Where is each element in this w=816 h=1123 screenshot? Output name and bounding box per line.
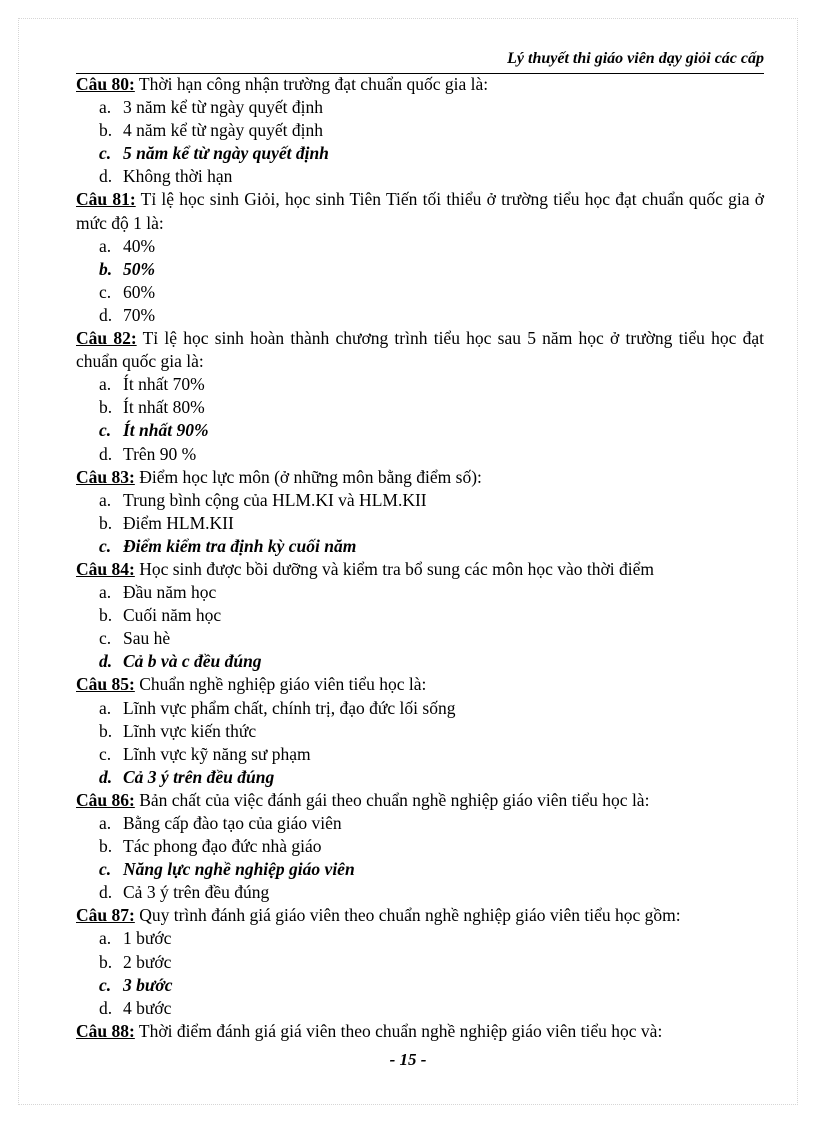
answer-option-correct bbox=[76, 766, 764, 789]
question-list bbox=[76, 73, 764, 1043]
option-letter: a. bbox=[99, 235, 112, 256]
option-letter: c. bbox=[99, 859, 112, 880]
question-label: Câu 81: bbox=[76, 189, 136, 210]
answer-option bbox=[76, 304, 764, 327]
question-block bbox=[76, 327, 764, 466]
answer-option bbox=[76, 489, 764, 512]
option-letter: d. bbox=[99, 443, 113, 464]
question-stem bbox=[76, 904, 764, 927]
answer-option bbox=[76, 627, 764, 650]
option-text: Điểm HLM.KII bbox=[123, 512, 234, 533]
question-text: Điểm học lực môn (ở những môn bằng điểm số): bbox=[139, 466, 482, 487]
option-text: 3 năm kể từ ngày quyết định bbox=[123, 97, 324, 118]
answer-option bbox=[76, 835, 764, 858]
option-text: Lĩnh vực phẩm chất, chính trị, đạo đức lối sống bbox=[123, 697, 456, 718]
question-block bbox=[76, 73, 764, 188]
question-label: Câu 80: bbox=[76, 74, 135, 94]
option-text: Năng lực nghề nghiệp giáo viên bbox=[123, 859, 355, 880]
option-text: Không thời hạn bbox=[123, 166, 233, 187]
option-letter: a. bbox=[99, 489, 112, 510]
option-letter: b. bbox=[99, 258, 113, 279]
question-text: Thời hạn công nhận trường đạt chuẩn quốc gia là: bbox=[138, 74, 489, 94]
answer-option bbox=[76, 281, 764, 304]
question-stem bbox=[76, 188, 764, 234]
answer-option bbox=[76, 235, 764, 258]
option-text: Điểm kiểm tra định kỳ cuối năm bbox=[123, 535, 357, 556]
answer-options bbox=[76, 373, 764, 465]
answer-option bbox=[76, 119, 764, 142]
option-letter: c. bbox=[99, 420, 112, 441]
option-text: 5 năm kể từ ngày quyết định bbox=[123, 143, 329, 164]
question-block bbox=[76, 188, 764, 327]
question-label: Câu 85: bbox=[76, 674, 135, 695]
question-block bbox=[76, 904, 764, 1019]
question-stem bbox=[76, 73, 764, 96]
answer-option bbox=[76, 512, 764, 535]
option-letter: a. bbox=[99, 582, 112, 603]
question-label: Câu 88: bbox=[76, 1020, 135, 1041]
option-text: Ít nhất 90% bbox=[123, 420, 209, 441]
option-letter: b. bbox=[99, 397, 113, 418]
answer-option bbox=[76, 373, 764, 396]
answer-options bbox=[76, 697, 764, 789]
answer-option bbox=[76, 396, 764, 419]
option-text: Cả b và c đều đúng bbox=[123, 651, 262, 672]
question-text: Tỉ lệ học sinh hoàn thành chương trình tiểu học sau 5 năm học ở trường tiểu học đạt chuẩn quốc gia là: bbox=[76, 328, 764, 372]
option-letter: c. bbox=[99, 743, 112, 764]
option-text: Ít nhất 70% bbox=[123, 374, 205, 395]
option-text: 4 năm kể từ ngày quyết định bbox=[123, 120, 324, 141]
answer-option bbox=[76, 443, 764, 466]
option-text: Trung bình cộng của HLM.KI và HLM.KII bbox=[123, 489, 427, 510]
option-letter: a. bbox=[99, 813, 112, 833]
answer-option-correct bbox=[76, 535, 764, 558]
answer-options bbox=[76, 235, 764, 327]
option-letter: c. bbox=[99, 628, 112, 649]
answer-option-correct bbox=[76, 858, 764, 881]
option-text: Cả 3 ý trên đều đúng bbox=[123, 882, 270, 903]
option-letter: d. bbox=[99, 651, 113, 672]
option-text: Cả 3 ý trên đều đúng bbox=[123, 766, 275, 787]
answer-option-correct bbox=[76, 650, 764, 673]
question-block bbox=[76, 673, 764, 788]
question-label: Câu 86: bbox=[76, 789, 135, 810]
question-text: Chuẩn nghề nghiệp giáo viên tiểu học là: bbox=[139, 674, 427, 695]
option-letter: a. bbox=[99, 928, 112, 949]
answer-options bbox=[76, 489, 764, 558]
option-text: 4 bước bbox=[123, 997, 172, 1018]
answer-option bbox=[76, 881, 764, 904]
option-letter: c. bbox=[99, 974, 112, 995]
answer-option bbox=[76, 812, 764, 835]
question-label: Câu 82: bbox=[76, 328, 137, 349]
option-text: Trên 90 % bbox=[123, 443, 197, 464]
option-text: 3 bước bbox=[123, 974, 173, 995]
answer-option bbox=[76, 997, 764, 1020]
answer-option bbox=[76, 951, 764, 974]
option-text: Bằng cấp đào tạo của giáo viên bbox=[123, 813, 342, 833]
question-text: Bản chất của việc đánh gái theo chuẩn nghề nghiệp giáo viên tiểu học là: bbox=[139, 789, 650, 810]
page-number: - 15 - bbox=[389, 1050, 427, 1069]
question-stem bbox=[76, 1020, 764, 1043]
option-letter: a. bbox=[99, 374, 112, 395]
option-text: 2 bước bbox=[123, 951, 172, 972]
answer-option-correct bbox=[76, 419, 764, 442]
option-text: Lĩnh vực kỹ năng sư phạm bbox=[123, 743, 311, 764]
answer-option bbox=[76, 743, 764, 766]
question-stem bbox=[76, 789, 764, 812]
answer-option-correct bbox=[76, 142, 764, 165]
question-stem bbox=[76, 466, 764, 489]
option-letter: d. bbox=[99, 304, 113, 325]
option-text: 40% bbox=[123, 235, 156, 256]
option-text: Tác phong đạo đức nhà giáo bbox=[123, 836, 322, 857]
option-letter: b. bbox=[99, 120, 113, 141]
answer-option bbox=[76, 165, 764, 188]
answer-options bbox=[76, 581, 764, 673]
option-letter: a. bbox=[99, 97, 112, 118]
option-letter: d. bbox=[99, 997, 113, 1018]
option-letter: d. bbox=[99, 766, 113, 787]
option-letter: a. bbox=[99, 697, 112, 718]
option-letter: b. bbox=[99, 512, 113, 533]
option-text: Lĩnh vực kiến thức bbox=[123, 720, 257, 741]
question-text: Học sinh được bồi dưỡng và kiểm tra bổ sung các môn học vào thời điểm bbox=[139, 558, 654, 579]
answer-options bbox=[76, 812, 764, 904]
question-text: Thời điểm đánh giá giá viên theo chuẩn nghề nghiệp giáo viên tiểu học và: bbox=[138, 1020, 663, 1041]
option-text: Ít nhất 80% bbox=[123, 397, 205, 418]
option-text: 1 bước bbox=[123, 928, 172, 949]
question-label: Câu 84: bbox=[76, 558, 135, 579]
question-stem bbox=[76, 327, 764, 373]
option-text: Sau hè bbox=[123, 628, 171, 649]
question-block bbox=[76, 466, 764, 558]
option-text: 70% bbox=[123, 304, 156, 325]
answer-option-correct bbox=[76, 258, 764, 281]
answer-option bbox=[76, 581, 764, 604]
option-text: Cuối năm học bbox=[123, 605, 222, 626]
question-text: Quy trình đánh giá giáo viên theo chuẩn nghề nghiệp giáo viên tiểu học gồm: bbox=[139, 905, 681, 926]
option-letter: b. bbox=[99, 836, 113, 857]
option-letter: c. bbox=[99, 281, 112, 302]
question-stem bbox=[76, 673, 764, 696]
option-text: 60% bbox=[123, 281, 156, 302]
option-text: Đầu năm học bbox=[123, 582, 217, 603]
question-text: Tỉ lệ học sinh Giỏi, học sinh Tiên Tiến tối thiểu ở trường tiểu học đạt chuẩn quốc gia ở mức độ 1 là: bbox=[76, 189, 765, 233]
answer-option bbox=[76, 927, 764, 950]
answer-options bbox=[76, 927, 764, 1019]
answer-option bbox=[76, 604, 764, 627]
option-letter: b. bbox=[99, 605, 113, 626]
option-text: 50% bbox=[123, 258, 156, 279]
question-label: Câu 87: bbox=[76, 905, 135, 926]
option-letter: c. bbox=[99, 535, 112, 556]
answer-option bbox=[76, 96, 764, 119]
answer-option bbox=[76, 697, 764, 720]
answer-option-correct bbox=[76, 974, 764, 997]
answer-option bbox=[76, 720, 764, 743]
question-label: Câu 83: bbox=[76, 466, 135, 487]
question-block bbox=[76, 1020, 764, 1043]
answer-options bbox=[76, 96, 764, 188]
option-letter: d. bbox=[99, 882, 113, 903]
header-title: Lý thuyết thi giáo viên dạy giỏi các cấp bbox=[507, 50, 764, 67]
option-letter: b. bbox=[99, 951, 113, 972]
option-letter: c. bbox=[99, 143, 112, 164]
option-letter: d. bbox=[99, 166, 113, 187]
question-block bbox=[76, 558, 764, 673]
question-block bbox=[76, 789, 764, 904]
question-stem bbox=[76, 558, 764, 581]
option-letter: b. bbox=[99, 720, 113, 741]
